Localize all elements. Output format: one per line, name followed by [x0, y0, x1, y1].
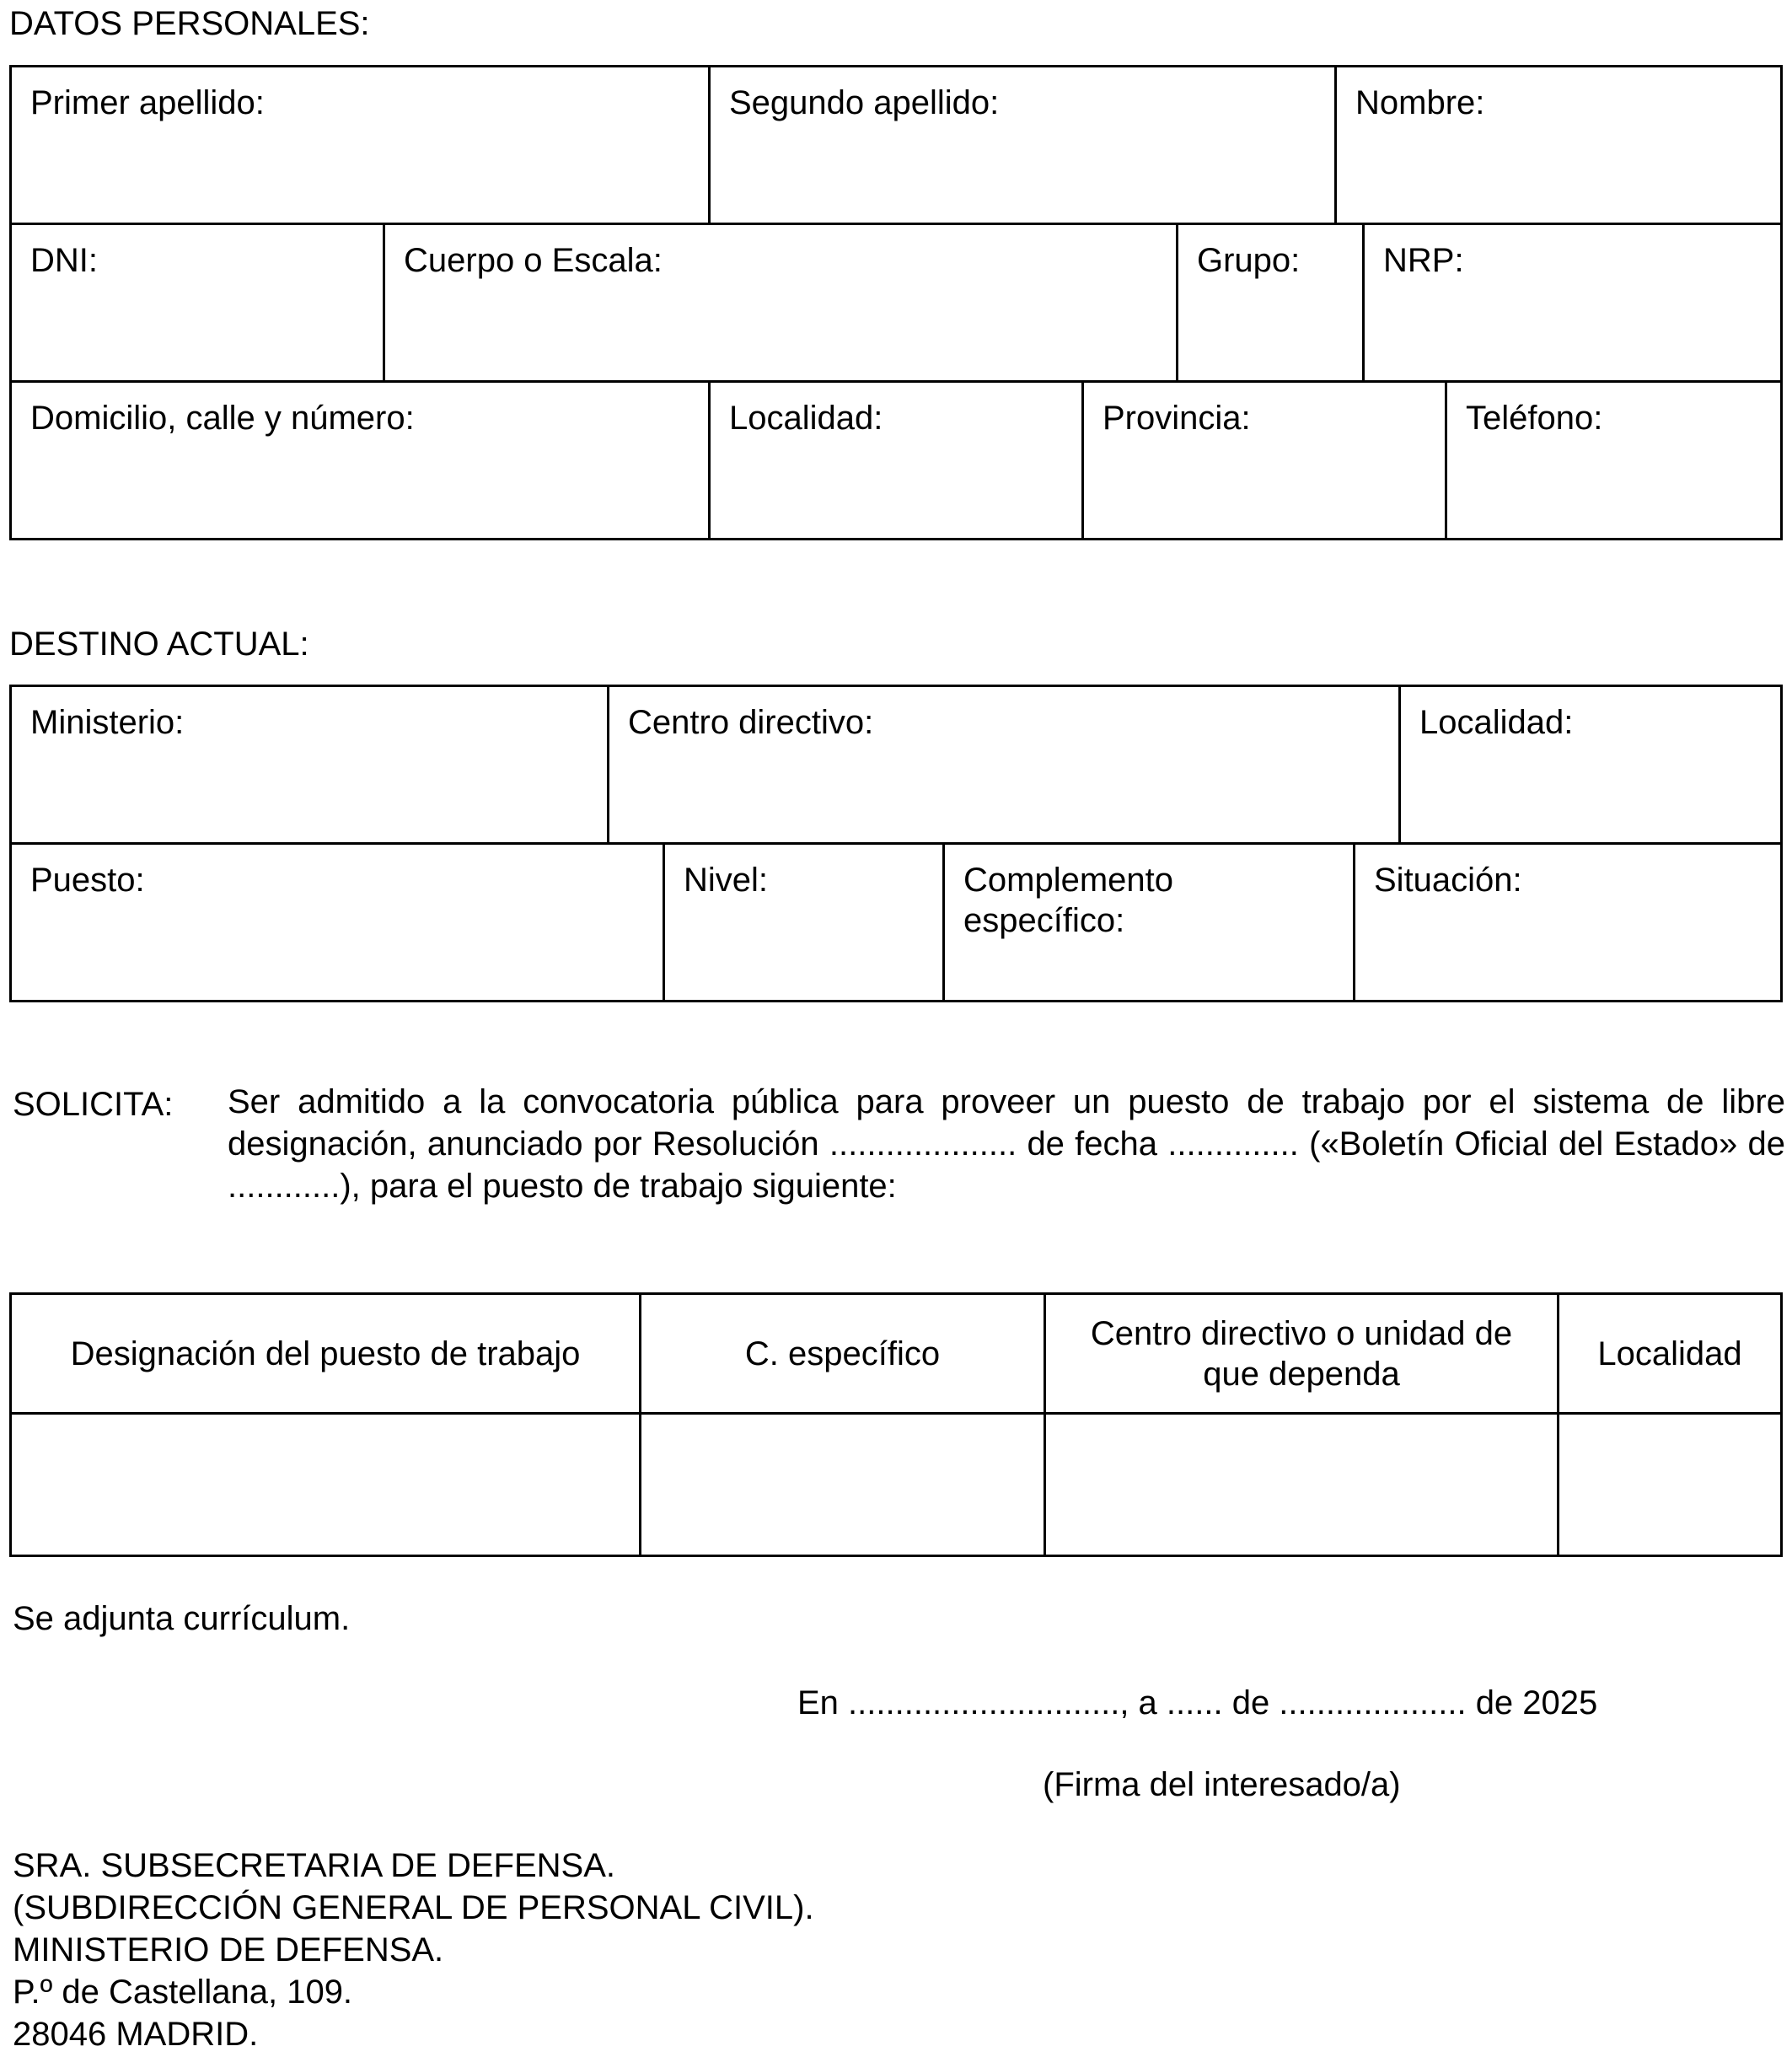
- field-label: Cuerpo o Escala:: [404, 242, 663, 279]
- field-provincia[interactable]: [1081, 380, 1447, 540]
- field-label: Domicilio, calle y número:: [30, 400, 415, 437]
- table-cell-centro-directivo[interactable]: [1044, 1412, 1559, 1557]
- field-localidad[interactable]: [708, 380, 1084, 540]
- field-label: Nivel:: [684, 862, 769, 899]
- field-label: Ministerio:: [30, 704, 185, 741]
- field-label: Teléfono:: [1466, 400, 1603, 437]
- address-line: (SUBDIRECCIÓN GENERAL DE PERSONAL CIVIL).: [13, 1889, 814, 1926]
- section-title-datos-personales: DATOS PERSONALES:: [9, 5, 370, 42]
- field-cuerpo-escala[interactable]: [383, 223, 1178, 383]
- adjunta-curriculum: Se adjunta currículum.: [13, 1600, 351, 1637]
- table-header: [9, 1292, 641, 1415]
- field-label: Localidad:: [1419, 704, 1574, 741]
- field-nombre[interactable]: [1334, 65, 1783, 225]
- field-label: Puesto:: [30, 862, 145, 899]
- field-nivel[interactable]: [663, 842, 945, 1002]
- solicita-label: SOLICITA:: [13, 1086, 174, 1123]
- field-domicilio[interactable]: [9, 380, 711, 540]
- address-line: 28046 MADRID.: [13, 2016, 259, 2053]
- fecha-line: En ............................., a ...... de .................... de 2025: [797, 1684, 1598, 1721]
- field-label: NRP:: [1383, 242, 1464, 279]
- table-header-label: Localidad: [1597, 1335, 1742, 1372]
- table-cell-designacion[interactable]: [9, 1412, 641, 1557]
- field-dni[interactable]: [9, 223, 385, 383]
- solicita-text: Ser admitido a la convocatoria pública para proveer un puesto de trabajo por el sistema de libre designación, anunciado por Resolución .................... de fecha .............. («Boletín Oficial del Estado» de ............), para el puesto de trabajo siguiente:: [228, 1083, 1785, 1205]
- section-title-destino-actual: DESTINO ACTUAL:: [9, 626, 309, 663]
- field-situacion[interactable]: [1353, 842, 1783, 1002]
- table-cell-localidad[interactable]: [1557, 1412, 1783, 1557]
- address-line: MINISTERIO DE DEFENSA.: [13, 1931, 444, 1968]
- field-puesto[interactable]: [9, 842, 665, 1002]
- field-label: Primer apellido:: [30, 84, 265, 121]
- table-header-label: Centro directivo o unidad de que dependa: [1090, 1314, 1513, 1393]
- field-nrp[interactable]: [1362, 223, 1783, 383]
- table-header-label: Designación del puesto de trabajo: [70, 1335, 581, 1372]
- table-header: [639, 1292, 1046, 1415]
- field-complemento-especifico[interactable]: [942, 842, 1355, 1002]
- field-label: DNI:: [30, 242, 98, 279]
- field-label: Complemento específico:: [963, 862, 1174, 939]
- field-label: Situación:: [1374, 862, 1522, 899]
- field-telefono[interactable]: [1445, 380, 1783, 540]
- field-label: Centro directivo:: [628, 704, 874, 741]
- field-localidad-destino[interactable]: [1398, 685, 1783, 845]
- field-label: Localidad:: [729, 400, 883, 437]
- table-header-label: C. específico: [744, 1335, 941, 1372]
- field-segundo-apellido[interactable]: [708, 65, 1337, 225]
- address-block: [13, 1845, 814, 2055]
- field-ministerio[interactable]: [9, 685, 609, 845]
- table-header: [1557, 1292, 1783, 1415]
- table-header: [1044, 1292, 1559, 1415]
- field-label: Grupo:: [1197, 242, 1301, 279]
- field-label: Provincia:: [1103, 400, 1251, 437]
- field-label: Nombre:: [1355, 84, 1485, 121]
- field-label: Segundo apellido:: [729, 84, 1000, 121]
- table-cell-c-especifico[interactable]: [639, 1412, 1046, 1557]
- field-primer-apellido[interactable]: [9, 65, 711, 225]
- field-centro-directivo[interactable]: [607, 685, 1401, 845]
- field-grupo[interactable]: [1176, 223, 1365, 383]
- firma-label: (Firma del interesado/a): [1043, 1766, 1401, 1803]
- address-line: SRA. SUBSECRETARIA DE DEFENSA.: [13, 1847, 615, 1884]
- address-line: P.º de Castellana, 109.: [13, 1974, 353, 2011]
